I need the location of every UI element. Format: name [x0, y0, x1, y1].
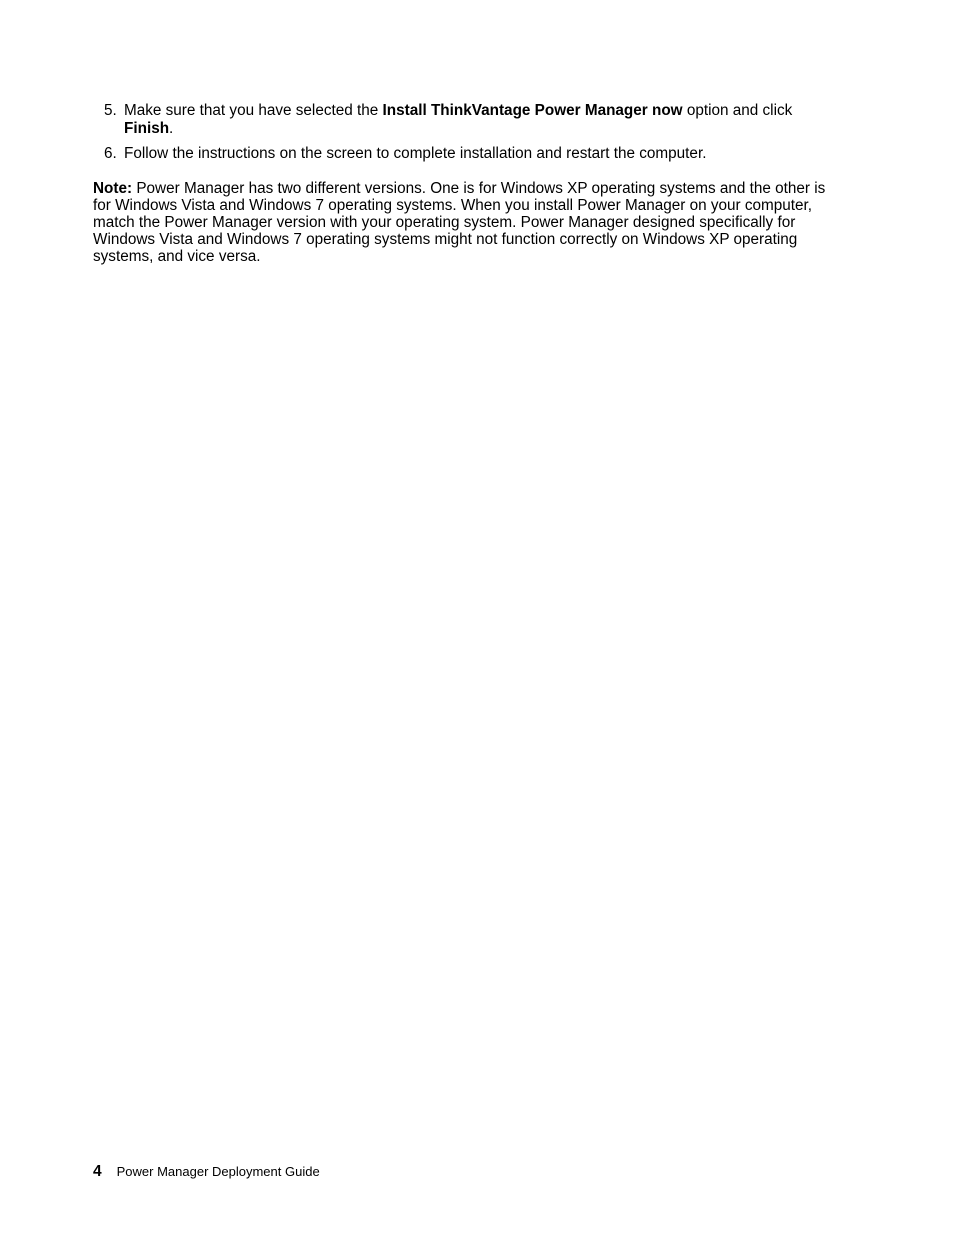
step-text-middle: option and click — [682, 102, 793, 119]
note-label: Note: — [93, 180, 133, 197]
document-title: Power Manager Deployment Guide — [116, 1164, 320, 1179]
step-6 — [93, 145, 853, 163]
install-option-name: Install ThinkVantage Power Manager now — [382, 102, 683, 119]
step-number: 5. — [104, 102, 117, 119]
page-number: 4 — [93, 1163, 102, 1180]
note-text: Power Manager has two different versions. One is for Windows XP operating systems and the other is for Windows Vista and Windows 7 operating systems. When you install Power Manager on your computer, match the Power Manager version with your operating system. Power Manager designed specifically for Windows Vista and Windows 7 operating systems might not function correctly on Windows XP operating systems, and vice versa. — [93, 180, 826, 265]
finish-label: Finish — [124, 120, 170, 137]
installation-steps — [93, 102, 853, 163]
step-number: 6. — [104, 145, 117, 162]
step-5 — [93, 102, 853, 138]
page-footer — [93, 1163, 320, 1181]
step-text-after: . — [169, 120, 174, 137]
step-text: Follow the instructions on the screen to complete installation and restart the computer. — [124, 145, 707, 162]
note-paragraph — [93, 180, 853, 265]
step-text-before: Make sure that you have selected the — [124, 102, 383, 119]
